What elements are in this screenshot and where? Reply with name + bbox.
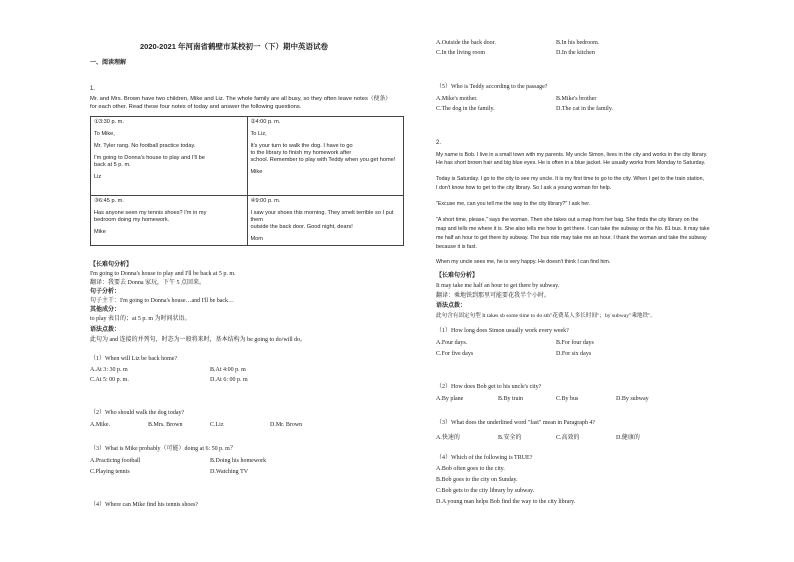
note-signature: Liz xyxy=(94,174,102,180)
note-line: I saw your shoes this morning. They smelt terrible so I put them xyxy=(250,210,394,223)
question-stem: （2）Who should walk the dog today? xyxy=(90,410,185,416)
option-c: C.高效的 xyxy=(556,435,580,441)
question-stem: （1）How long does Simon usually work every week? xyxy=(436,328,569,334)
analysis-heading: 【长难句分析】 xyxy=(436,273,479,279)
question-stem: （4）Where can Mike find his tennis shoes? xyxy=(90,502,198,508)
question-stem: （3）What does the underlined word "fast" mean in Paragraph 4? xyxy=(436,420,596,426)
passage-line: because it is fast. xyxy=(436,244,477,250)
option-c: C.Liz xyxy=(210,422,224,428)
option-a: A.Bob often goes to the city. xyxy=(436,466,505,472)
note-num: ③ xyxy=(94,198,100,204)
note-line: school. Remember to play with Teddy when you get home! xyxy=(250,157,396,163)
question-stem: （5）Who is Teddy according to the passage? xyxy=(436,84,548,90)
question-number: 1. xyxy=(90,86,96,92)
option-c: C.For five days xyxy=(436,351,474,357)
question-stem: （3）What is Mike probably（可能）doing at 6: 50 p. m？ xyxy=(90,446,236,452)
option-a: A.Mike. xyxy=(90,422,110,428)
note-signature: Mike xyxy=(250,169,263,175)
analysis-line: to play 表目的；at 5 p. m 为时间状语。 xyxy=(90,316,191,322)
option-b: B.Mike's brother xyxy=(556,96,597,102)
note-num: ② xyxy=(250,119,256,125)
option-d: D.Mr. Brown xyxy=(270,422,303,428)
analysis-line: 句子主干：I'm going to Donna's house…and I'll be back… xyxy=(90,298,235,304)
option-c: C.The dog in the family. xyxy=(436,106,495,112)
analysis-line: 此句为 and 连接的并列句，时态为一般将来时，基本结构为 be going to do/will do。 xyxy=(90,337,307,343)
analysis-line: 翻译：我要去 Donna 家玩，下午 5 点回来。 xyxy=(90,280,205,286)
note-time: 6:45 p. m. xyxy=(99,198,124,204)
analysis-line: 句子分析： xyxy=(90,289,121,295)
analysis-line: I'm going to Donna's house to play and I'll be back at 5 p. m. xyxy=(90,271,236,277)
passage-line: "Excuse me, can you tell me the way to the city library?" I ask her. xyxy=(436,201,591,207)
note-line: outside the back door. Good night, dears! xyxy=(250,224,353,230)
option-d: D.In the kitchen xyxy=(556,50,595,56)
option-b: B.Doing his homework xyxy=(210,458,267,464)
option-a: A.快速的 xyxy=(436,435,460,441)
option-d: D.At 6: 00 p. m xyxy=(210,377,248,383)
note-signature: Mom xyxy=(250,236,263,242)
analysis-line: 翻译：乘地铁到那里可能要花我半个小时。 xyxy=(436,293,551,299)
option-c: C.Playing tennis xyxy=(90,469,130,475)
note-2 xyxy=(247,117,404,196)
option-a: A.By plane xyxy=(436,396,464,402)
option-d: D.A young man helps Bob find the way to the city library. xyxy=(436,499,576,505)
passage-line: My name is Bob. I live in a small town with my parents. My uncle Simon, lives in the city and works in the city library. xyxy=(436,152,708,158)
note-line: It's your turn to walk the dog. I have to go xyxy=(250,143,353,149)
option-b: B.安全的 xyxy=(498,435,522,441)
question-number: 2. xyxy=(436,140,442,146)
option-b: B.In his bedroom. xyxy=(556,40,600,46)
option-d: D.The cat in the family. xyxy=(556,106,613,112)
notes-table xyxy=(90,116,404,246)
question-stem: （4）Which of the following is TRUE? xyxy=(436,455,533,461)
note-1 xyxy=(91,117,248,196)
option-c: C.In the living room xyxy=(436,50,485,56)
page-title: 2020-2021 年河南省鹤壁市某校初一（下）期中英语试卷 xyxy=(140,42,328,51)
option-c: C.At 5: 00 p. m. xyxy=(90,377,129,383)
passage-line: He has short brown hair and big blue eyes. He is often in a blue jacket. He usually works from Monday to Saturday. xyxy=(436,160,706,166)
note-line: bedroom doing my homework. xyxy=(94,217,170,223)
option-c: C.Bob gets to the city library by subway. xyxy=(436,488,535,494)
passage-line: me half an hour to get there by subway. The bus ride may take me an hour. I thank the woman and take the subway xyxy=(436,235,707,241)
analysis-line: It may take me half an hour to get there by subway. xyxy=(436,283,560,289)
analysis-heading: 【长难句分析】 xyxy=(90,262,133,268)
question-stem: （2）How does Bob get to his uncle's city? xyxy=(436,384,542,390)
analysis-line: 语法点拨： xyxy=(90,327,121,333)
note-4 xyxy=(247,196,404,246)
passage-line: "A short time, please," says the woman. Then she takes out a map from her bag. She finds the city library on the xyxy=(436,217,699,223)
option-d: D.By subway xyxy=(616,396,649,402)
question-stem: （1）When will Liz be back home? xyxy=(90,356,178,362)
note-num: ① xyxy=(94,119,100,125)
note-3 xyxy=(91,196,248,246)
section-heading: 一、阅读理解 xyxy=(90,60,127,66)
option-b: B.At 4:00 p. m xyxy=(210,367,246,373)
note-line: To Liz, xyxy=(250,131,267,137)
passage-line: I don't know how to get to the city library. So I ask a young woman for help. xyxy=(436,185,612,191)
note-line: I'm going to Donna's house to play and I'll be xyxy=(94,155,205,161)
option-c: C.By bus xyxy=(556,396,579,402)
analysis-line: 其他成分： xyxy=(90,307,121,313)
note-line: to the library to finish my homework after xyxy=(250,150,352,156)
option-a: A.Practicing football xyxy=(90,458,141,464)
note-line: Mr. Tyler rang. No football practice today. xyxy=(94,143,196,149)
option-b: B.Mrs. Brown xyxy=(148,422,183,428)
passage-line: When my uncle sees me, he is very happy. He doesn't think I can find him. xyxy=(436,259,611,265)
analysis-line: 语法点拨： xyxy=(436,303,467,309)
option-b: B.Bob goes to the city on Sunday. xyxy=(436,477,518,483)
option-d: D.健康的 xyxy=(616,435,640,441)
option-a: A.At 3: 30 p. m xyxy=(90,367,128,373)
note-line: Has anyone seen my tennis shoes? I'm in my xyxy=(94,210,207,216)
note-time: 9:00 p. m. xyxy=(255,198,281,204)
intro-line-2: for each other. Read these four notes of today and answer the following questions. xyxy=(90,104,302,110)
note-line: To Mike, xyxy=(94,131,115,137)
passage-line: map and tells me where it is. She also tells me how to get there. I can take the subway or the No. 81 bus. It may take xyxy=(436,226,710,232)
passage-line: Today is Saturday. I go to the city to see my uncle. It is my first time to go to the city. When I get to the train station, xyxy=(436,176,705,182)
note-time: 4:00 p. m. xyxy=(255,119,281,125)
option-a: A.Mike's mother. xyxy=(436,96,478,102)
option-b: B.By train xyxy=(498,396,523,402)
note-num: ④ xyxy=(250,198,256,204)
option-d: D.Watching TV xyxy=(210,469,249,475)
intro-line-1: Mr. and Mrs. Brown have two children, Mike and Liz. The whole family are all busy, so they often leave notes（便条） xyxy=(90,96,392,102)
option-a: A.Outside the back door. xyxy=(436,40,496,46)
note-time: 3:30 p. m. xyxy=(99,119,124,125)
option-a: A.Four days. xyxy=(436,340,468,346)
option-d: D.For six days xyxy=(556,351,592,357)
note-signature: Mike xyxy=(94,229,106,235)
analysis-line: 此句含有固定句型 It takes sb some time to do sth"花费某人多长时间"；by subway"乘地铁"。 xyxy=(436,313,656,319)
note-line: back at 5 p. m. xyxy=(94,162,131,168)
option-b: B.For four days xyxy=(556,340,594,346)
